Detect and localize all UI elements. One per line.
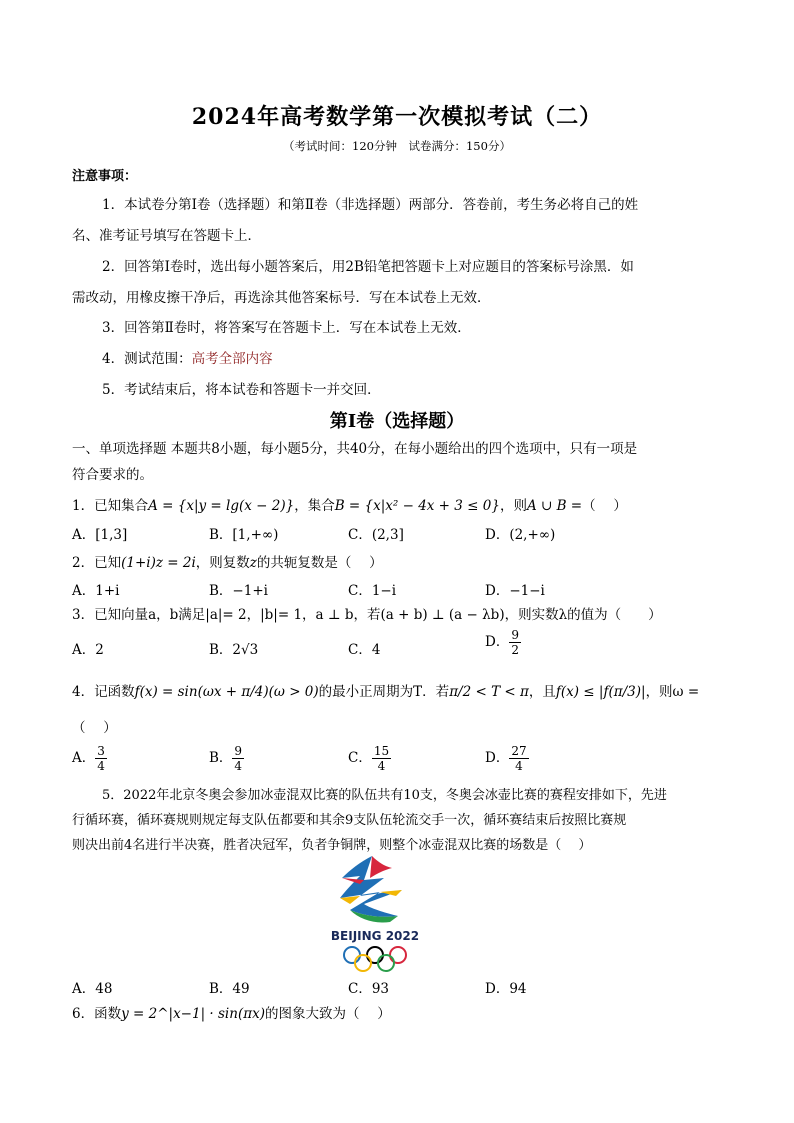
fraction-numerator: 27 [511, 744, 527, 758]
test-range: 高考全部内容 [191, 351, 273, 367]
q5-line1: 5．2022年北京冬奥会参加冰壶混双比赛的队伍共有10支，冬奥会冰壶比赛的赛程安排如下，先进 [102, 788, 667, 803]
q1-option-b[interactable]: B．[1,+∞) [209, 527, 279, 543]
q4-option-a[interactable] [72, 744, 107, 773]
section-title: 第Ⅰ卷（选择题） [329, 411, 465, 432]
q1-stem-b: ，集合 [294, 498, 335, 514]
q5-line3: 则决出前4名进行半决赛，胜者决冠军，负者争铜牌，则整个冰壶混双比赛的场数是（ ） [72, 838, 592, 853]
q5-option-b[interactable]: B．49 [209, 981, 250, 997]
fraction-denominator: 4 [97, 759, 105, 773]
question-1 [72, 494, 722, 514]
notice-item-5-text: 5．考试结束后，将本试卷和答题卡一并交回． [102, 382, 381, 398]
notice-item-4 [72, 344, 722, 375]
q3-option-d-label: D． [485, 634, 510, 650]
section-intro [72, 436, 722, 488]
q1-set-a: A = {x|y = lg(x − 2)} [148, 498, 295, 514]
q4-stem: 4．记函数 [72, 684, 135, 700]
q2-stem-b: ，则复数 [195, 555, 250, 571]
option-fraction [95, 744, 107, 773]
fraction-numerator: 3 [97, 744, 105, 758]
q5-option-a[interactable]: A．48 [72, 981, 113, 997]
fraction-numerator: 9 [511, 628, 519, 642]
question-3: 3．已知向量a，b满足|a|= 2，|b|= 1，a ⊥ b，若(a + b) ⊥ (a − λb)，则实数λ的值为（ ） [72, 607, 662, 623]
section-intro-line2: 符合要求的。 [72, 467, 153, 483]
q5-option-d[interactable]: D．94 [485, 981, 527, 997]
notice-item-5 [72, 375, 722, 406]
q4-inequality: f(x) ≤ |f(π/3)| [555, 684, 646, 700]
notice-item-2 [72, 252, 722, 314]
beijing-2022-logo [320, 852, 430, 977]
notice-item-2-line1: 2．回答第Ⅰ卷时，选出每小题答案后，用2B铅笔把答题卡上对应题目的答案标号涂黑．如 [102, 259, 634, 275]
fraction-denominator: 4 [377, 759, 386, 773]
notice-heading: 注意事项： [72, 169, 138, 184]
option-fraction [232, 744, 244, 773]
exam-subtitle: （考试时间：120分钟 试卷满分：150分） [283, 139, 511, 153]
notice-item-1-line2: 名、准考证号填写在答题卡上． [72, 228, 261, 244]
option-fraction [372, 744, 391, 773]
fraction-numerator: 15 [373, 744, 390, 758]
notice-item-2-line2: 需改动，用橡皮擦干净后，再选涂其他答案标号．写在本试卷上无效． [72, 290, 491, 306]
q2-option-c[interactable]: C．1−i [348, 583, 397, 599]
q1-union: A ∪ B = [526, 498, 583, 514]
q3-option-d[interactable] [485, 628, 521, 657]
q4-period-range: π/2 < T < π [449, 684, 529, 700]
q1-blank: （ ） [582, 498, 627, 514]
q4-function: f(x) = sin(ωx + π/4)(ω > 0) [134, 684, 319, 700]
option-label: D． [485, 750, 510, 766]
q2-option-b[interactable]: B．−1+i [209, 583, 268, 599]
q1-option-d[interactable]: D．(2,+∞) [485, 527, 556, 543]
notice-item-1-line1: 1．本试卷分第Ⅰ卷（选择题）和第Ⅱ卷（非选择题）两部分．答卷前，考生务必将自己的姓 [102, 197, 639, 213]
q2-variable: z [249, 555, 257, 571]
q6-stem-b: 的图象大致为（ ） [264, 1006, 391, 1022]
q2-option-d[interactable]: D．−1−i [485, 583, 545, 599]
q4-option-c[interactable] [348, 744, 391, 773]
fraction-denominator: 4 [234, 759, 243, 773]
question-5 [72, 783, 722, 858]
question-4 [72, 680, 722, 700]
q1-stem-c: ，则 [499, 498, 527, 514]
q4-option-d[interactable] [485, 744, 529, 773]
q3-option-b[interactable]: B．2√3 [209, 642, 259, 658]
option-label: B． [209, 750, 233, 766]
q1-option-a[interactable]: A．[1,3] [72, 527, 128, 543]
notice-item-3-text: 3．回答第Ⅱ卷时，将答案写在答题卡上．写在本试卷上无效． [102, 320, 471, 336]
q2-option-a[interactable]: A．1+i [72, 583, 120, 599]
q6-function: y = 2^|x−1| · sin(πx) [121, 1006, 265, 1022]
notice-item-1 [72, 190, 722, 252]
logo-wordmark: BEIJING 2022 [330, 929, 420, 943]
q6-stem: 6．函数 [72, 1006, 122, 1022]
q4-stem-c: ，且 [528, 684, 556, 700]
notice-item-4-prefix: 4．测试范围： [102, 351, 192, 367]
q4-option-b[interactable] [209, 744, 244, 773]
section-intro-line1: 一、单项选择题 本题共8小题，每小题5分，共40分，在每小题给出的四个选项中，只有一项是 [72, 441, 638, 457]
fraction-numerator: 9 [234, 744, 243, 758]
q4-stem-b: 的最小正周期为T．若 [318, 684, 450, 700]
question-2 [72, 551, 722, 571]
exam-title: 2024年高考数学第一次模拟考试（二） [191, 104, 603, 130]
q3-option-c[interactable]: C．4 [348, 642, 381, 658]
q2-equation: (1+i)z = 2i [121, 555, 196, 571]
q4-blank: （ ） [72, 720, 117, 736]
q3-option-a[interactable]: A．2 [72, 642, 104, 658]
notice-item-3 [72, 313, 722, 344]
option-label: A． [72, 750, 96, 766]
q1-stem: 1．已知集合 [72, 498, 149, 514]
q1-set-b: B = {x|x² − 4x + 3 ≤ 0} [334, 498, 500, 514]
q5-option-c[interactable]: C．93 [348, 981, 390, 997]
q3-option-d-fraction [509, 628, 521, 657]
option-fraction [509, 744, 528, 773]
q5-line2: 行循环赛，循环赛规则规定每支队伍都要和其余9支队伍轮流交手一次，循环赛结束后按照比赛规 [72, 813, 627, 828]
option-label: C． [348, 750, 372, 766]
q1-option-c[interactable]: C．(2,3] [348, 527, 404, 543]
beijing-2022-emblem-icon [320, 852, 430, 977]
fraction-denominator: 4 [515, 759, 523, 773]
question-6 [72, 1002, 722, 1022]
fraction-denominator: 2 [511, 643, 519, 657]
q2-stem: 2．已知 [72, 555, 122, 571]
q2-stem-c: 的共轭复数是（ ） [256, 555, 383, 571]
q4-stem-d: ，则ω = [645, 684, 700, 700]
